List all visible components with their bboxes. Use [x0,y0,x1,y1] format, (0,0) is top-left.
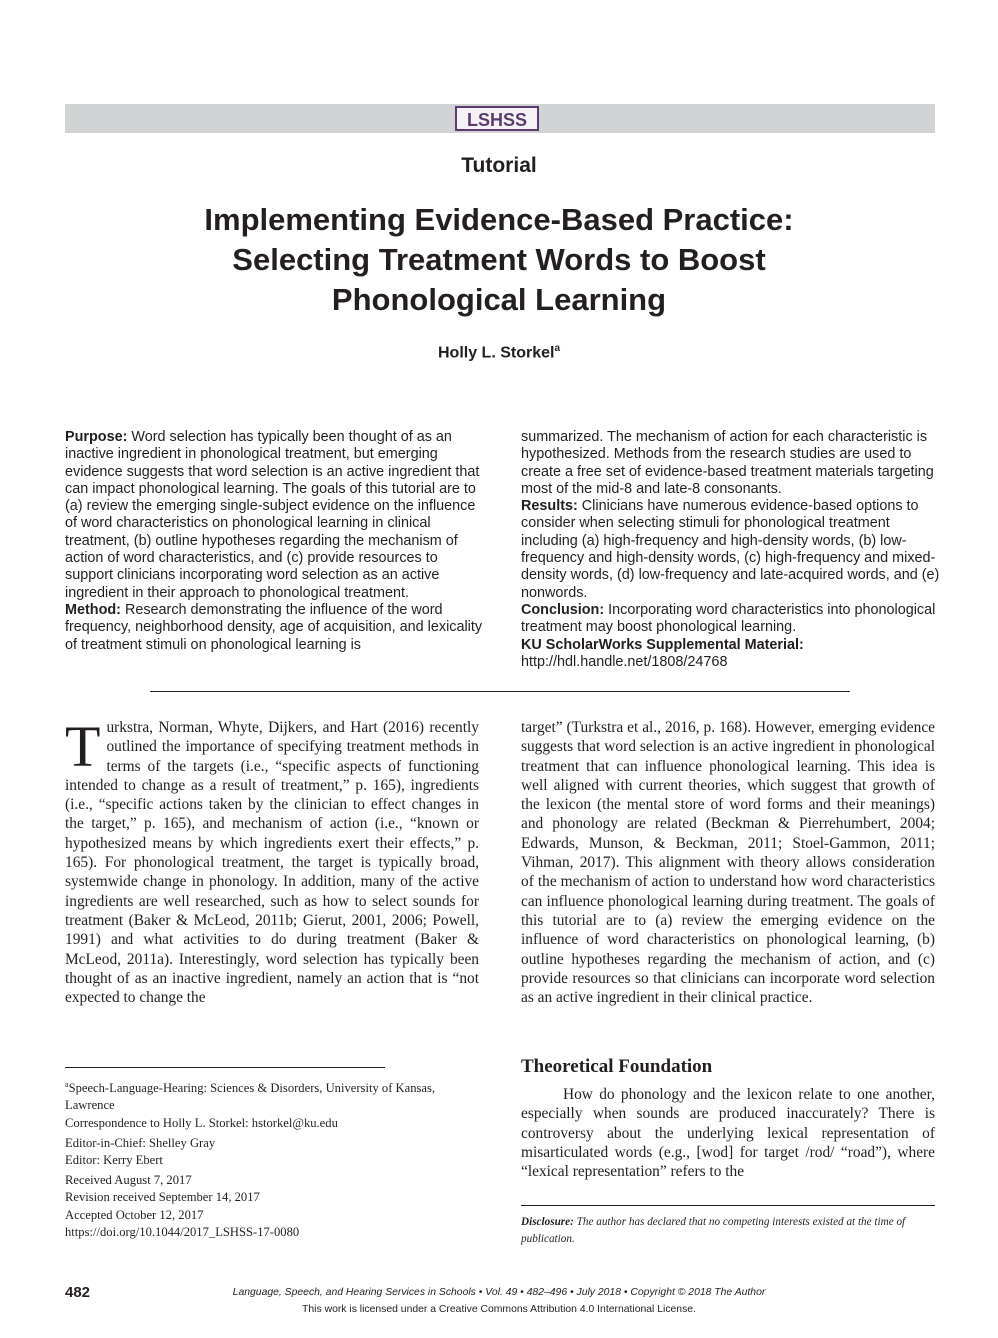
abstract-purpose [65,429,485,602]
disclosure-text: The author has declared that no competing interests existed at the time of publication. [521,1216,906,1245]
abstract-divider [150,691,850,692]
abstract-method-cont: summarized. The mechanism of action for each characteristic is hypothesized. Methods from the research studies are used to create a free set of evidence-based treatment materials targeting most of the mid-8 and late-8 consonants. [521,429,934,497]
abstract-right [521,429,941,671]
affiliation-text: Speech-Language-Hearing: Sciences & Disorders, University of Kansas, Lawrence [65,1081,436,1113]
doi-link[interactable]: https://doi.org/10.1044/2017_LSHSS-17-0080 [65,1224,300,1239]
abstract-method [65,602,485,654]
author-name: Holly L. Storkel [437,344,555,362]
disclosure-label: Disclosure: [521,1216,574,1228]
footnotes [65,1076,465,1241]
license-footer: This work is licensed under a Creative Commons Attribution 4.0 International License. [302,1304,696,1315]
abstract-supplemental [521,637,941,672]
section-paragraph: How do phonology and the lexicon relate to one another, especially when sounds are produced inaccurately? There is controversy about the underlying lexical representation of misarticulated words (e.g., [wod] for target /rod/ “road”), where “lexical representation” refers to the [521,1086,935,1181]
title-line: Implementing Evidence-Based Practice: [204,202,794,237]
body-column-left [65,714,479,1007]
disclosure [521,1214,935,1247]
accepted-note: Accepted October 12, 2017 [65,1207,204,1222]
purpose-label: Purpose: [65,429,128,445]
intro-paragraph [65,714,479,1007]
abstract-results [521,498,941,602]
results-text: Clinicians have numerous evidence-based options to consider when selecting stimuli for phonological treatment including (a) high-frequency and high-density words, (b) low-frequency and high-density words, (c) high-frequency and mixed-density words, (d) low-frequency and late-acquired words, and (e) nonwords. [521,498,940,601]
page-number: 482 [65,1284,91,1301]
author-line [0,343,998,362]
correspondence-note: Correspondence to Holly L. Storkel: hstorkel@ku.edu [65,1115,338,1130]
article-title [100,200,898,320]
conclusion-text: Incorporating word characteristics into phonological treatment may boost phonological learning. [521,601,936,636]
supplemental-link[interactable]: http://hdl.handle.net/1808/24768 [521,653,728,670]
disclosure-divider [521,1205,935,1206]
title-line: Selecting Treatment Words to Boost [232,242,766,277]
editor-in-chief-note: Editor-in-Chief: Shelley Gray [65,1135,216,1150]
body-column-right [521,718,935,1007]
supplemental-label: KU ScholarWorks Supplemental Material: [521,636,804,653]
purpose-text: Word selection has typically been thought of as an inactive ingredient in phonological treatment, but emerging evidence suggests that word selection is an active ingredient that can impact phonological learning. The goals of this tutorial are to (a) review the emerging single-subject evidence on the influence of word characteristics on phonological learning in clinical treatment, (b) outline hypotheses regarding the mechanism of action of word characteristics, and (c) provide resources to support clinicians incorporating word selection as an active ingredient in their approach to phonological treatment. [65,429,480,601]
revision-note: Revision received September 14, 2017 [65,1190,260,1205]
results-label: Results: [521,498,578,515]
section-heading: Theoretical Foundation [521,1056,713,1077]
intro-text: urkstra, Norman, Whyte, Dijkers, and Hart (2016) recently outlined the importance of specifying treatment methods in terms of the targets (i.e., “specific aspects of functioning intended to change as a result of treatment,” p. 165), ingredients (i.e., “specific actions taken by the clinician to effect changes in the target,” p. 165), and mechanism of action (i.e., “known or hypothesized means by which ingredients exert their effects,” p. 165). For phonological treatment, the target is typically broad, systemwide change in phonology. In addition, many of the active ingredients are well researched, such as how to select sounds for treatment (Baker & McLeod, 2011b; Gierut, 2001, 2006; Powell, 1991) and what activities to do during treatment (Baker & McLeod, 2011a). Interestingly, word selection has typically been thought of as an inactive ingredient, namely an action that is “not expected to change the [65,719,479,1007]
journal-badge: LSHSS [455,106,539,131]
journal-footer: Language, Speech, and Hearing Services in Schools • Vol. 49 • 482–496 • July 2018 • Copyright © 2018 The Author [232,1287,766,1298]
method-text: Research demonstrating the influence of the word frequency, neighborhood density, age of acquisition, and lexicality of treatment stimuli on phonological learning is [65,601,483,653]
affiliation-note-mark: a [65,1080,69,1089]
conclusion-label: Conclusion: [521,601,605,618]
affiliation-note [65,1076,465,1115]
received-note: Received August 7, 2017 [65,1173,192,1188]
article-type: Tutorial [461,154,537,177]
abstract-left [65,429,485,654]
drop-cap: T [65,714,101,779]
abstract-conclusion [521,602,941,637]
footnote-divider [65,1067,385,1068]
editor-note: Editor: Kerry Ebert [65,1153,163,1167]
intro-paragraph-cont: target” (Turkstra et al., 2016, p. 168). However, emerging evidence suggests that word selection is an active ingredient in phonological treatment that can influence phonological learning. This idea is well aligned with current theories, which suggest that growth of the lexicon (the mental store of word forms and their meanings) and phonology are related (Beckman & Pierrehumbert, 2004; Edwards, Munson, & Beckman, 2011; Stoel-Gammon, 2011; Vihman, 2017). This alignment with theory allows consideration of the mechanism of action to understand how word characteristics can influence phonological learning during treatment. The goals of this tutorial are to (a) review the emerging evidence on the influence of word characteristics on phonological learning, (b) outline hypotheses regarding the mechanism of action, and (c) provide resources so that clinicians can incorporate word selection as an active ingredient in their clinical practice. [521,719,935,1007]
method-label: Method: [65,601,121,618]
title-line: Phonological Learning [331,282,667,317]
section-body [521,1085,935,1181]
affiliation-mark: a [554,343,561,354]
